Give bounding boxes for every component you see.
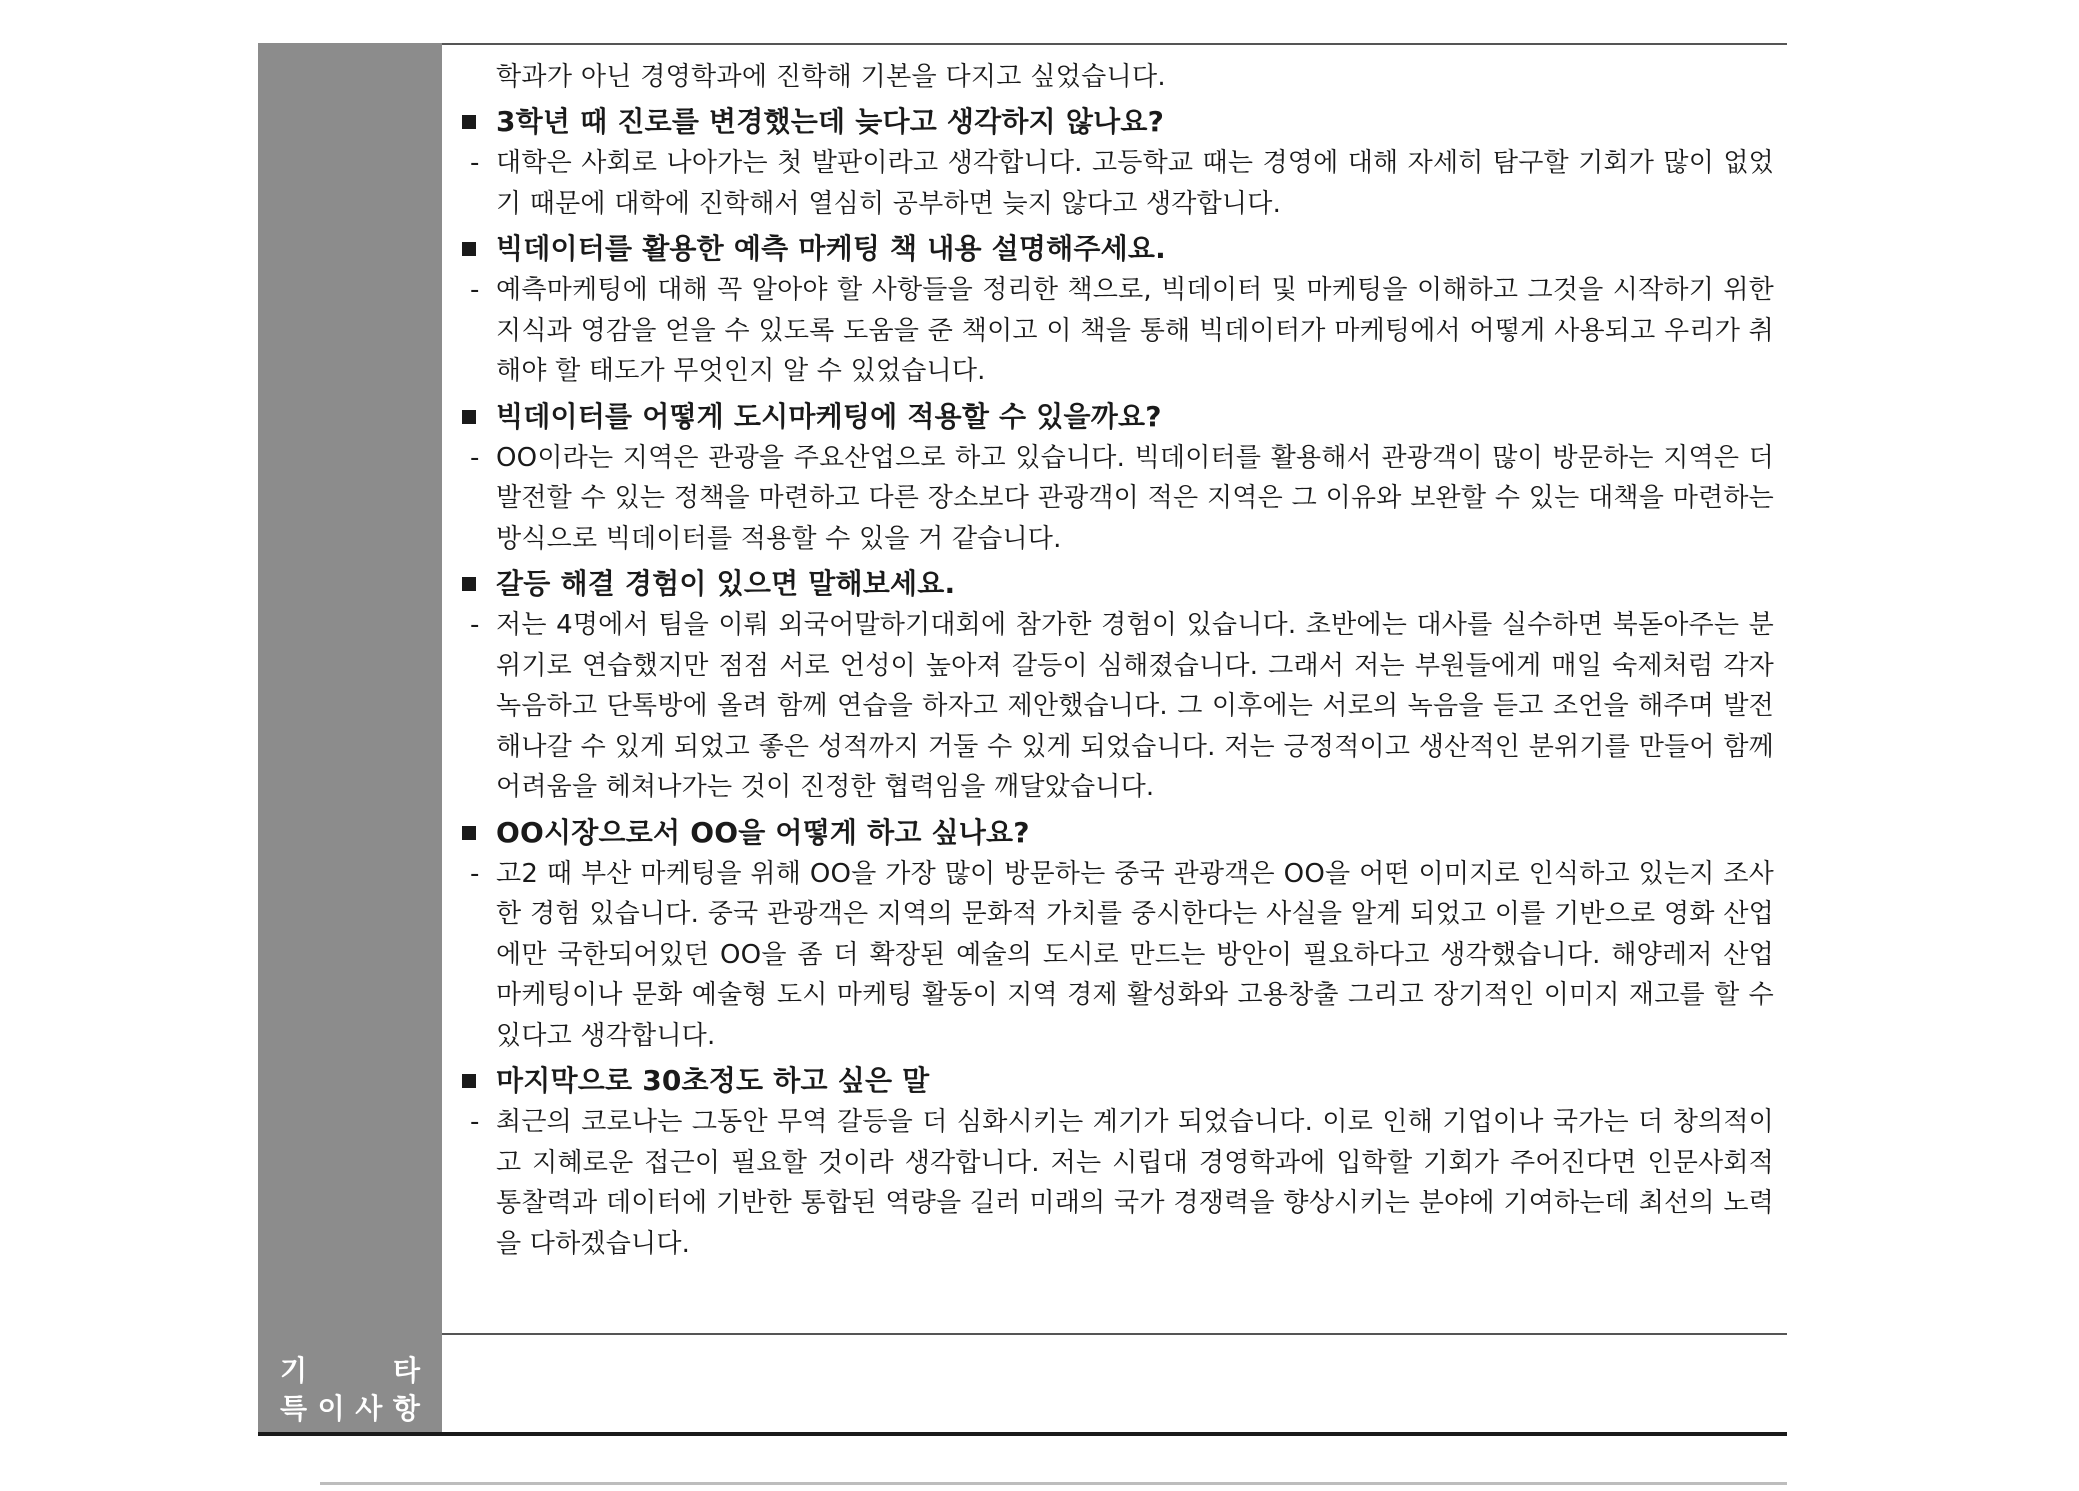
etc-label-char: 기 <box>280 1354 308 1387</box>
etc-notes-row <box>258 1335 1787 1432</box>
etc-notes-label <box>258 1335 442 1432</box>
etc-label-char: 이 <box>317 1392 345 1425</box>
answer-text: 대학은 사회로 나아가는 첫 발판이라고 생각합니다. 고등학교 때는 경영에 대해 자세히 탐구할 기회가 많이 없었기 때문에 대학에 진학해서 열심히 공부하면 늦지 않다고 생각합니다. <box>496 148 1774 219</box>
square-bullet-icon <box>462 410 476 424</box>
question <box>458 1060 1774 1102</box>
answer-text: OO이라는 지역은 관광을 주요산업으로 하고 있습니다. 빅데이터를 활용해서 관광객이 많이 방문하는 지역은 더 발전할 수 있는 정책을 마련하고 다른 장소보다 관광객이 적은 지역은 그 이유와 보완할 수 있는 대책을 마련하는 방식으로 빅데이터를 적용할 수 있을 거 같습니다. <box>496 442 1774 554</box>
interview-row <box>258 45 1787 1333</box>
dash-marker: - <box>470 442 480 473</box>
answer <box>458 605 1774 808</box>
question-text: OO시장으로서 OO을 어떻게 하고 싶나요? <box>496 815 1030 849</box>
answer-text: 최근의 코로나는 그동안 무역 갈등을 더 심화시키는 계기가 되었습니다. 이로 인해 기업이나 국가는 더 창의적이고 지혜로운 접근이 필요할 것이라 생각합니다. 저는 시립대 경영학과에 입학할 기회가 주어진다면 인문사회적 통찰력과 데이터에 기반한 통합된 역량을 길러 미래의 국가 경쟁력을 향상시키는 분야에 기여하는데 최선의 노력을 다하겠습니다. <box>496 1107 1774 1259</box>
square-bullet-icon <box>462 1074 476 1088</box>
question-text: 마지막으로 30초정도 하고 싶은 말 <box>496 1064 930 1097</box>
etc-label-char: 항 <box>392 1392 420 1425</box>
question-text: 갈등 해결 경험이 있으면 말해보세요. <box>496 567 956 600</box>
etc-label-char: 타 <box>392 1354 420 1387</box>
question <box>458 396 1774 438</box>
question <box>458 101 1774 143</box>
bottom-rule <box>258 1432 1787 1436</box>
square-bullet-icon <box>462 577 476 591</box>
answer-text: 저는 4명에서 팀을 이뤄 외국어말하기대회에 참가한 경험이 있습니다. 초반에는 대사를 실수하면 북돋아주는 분위기로 연습했지만 점점 서로 언성이 높아져 갈등이 심해졌습니다. 그래서 저는 부원들에게 매일 숙제처럼 각자 녹음하고 단톡방에 올려 함께 연습을 하자고 제안했습니다. 그 이후에는 서로의 녹음을 듣고 조언을 해주며 발전해나갈 수 있게 되었고 좋은 성적까지 거둘 수 있게 되었습니다. 저는 긍정적이고 생산적인 분위기를 만들어 함께 어려움을 헤쳐나가는 것이 진정한 협력임을 깨달았습니다. <box>496 610 1774 802</box>
etc-label-char: 특 <box>280 1392 308 1425</box>
next-page-edge <box>320 1482 1787 1485</box>
qa-item <box>458 228 1774 392</box>
question <box>458 228 1774 270</box>
question-text: 빅데이터를 활용한 예측 마케팅 책 내용 설명해주세요. <box>496 232 1166 265</box>
answer <box>458 854 1774 1057</box>
answer-text: 고2 때 부산 마케팅을 위해 OO을 가장 많이 방문하는 중국 관광객은 OO을 어떤 이미지로 인식하고 있는지 조사한 경험 있습니다. 중국 관광객은 지역의 문화적 가치를 중시한다는 사실을 알게 되었고 이를 기반으로 영화 산업에만 국한되어있던 OO을 좀 더 확장된 예술의 도시로 만드는 방안이 필요하다고 생각했습니다. 해양레저 산업 마케팅이나 문화 예술형 도시 마케팅 활동이 지역 경제 활성화와 고용창출 그리고 장기적인 이미지 재고를 할 수 있다고 생각합니다. <box>496 858 1774 1051</box>
answer <box>458 270 1774 392</box>
qa-item <box>458 563 1774 808</box>
record-sheet <box>258 43 1787 1434</box>
question-text: 빅데이터를 어떻게 도시마케팅에 적용할 수 있을까요? <box>496 399 1162 433</box>
question <box>458 812 1774 854</box>
dash-marker: - <box>470 1107 480 1137</box>
continued-answer-line: 학과가 아닌 경영학과에 진학해 기본을 다지고 싶었습니다. <box>496 62 1166 92</box>
question-text: 3학년 때 진로를 변경했는데 늦다고 생각하지 않나요? <box>496 105 1165 138</box>
square-bullet-icon <box>462 826 476 840</box>
answer <box>458 1102 1774 1264</box>
question <box>458 563 1774 605</box>
qa-item <box>458 101 1774 224</box>
etc-label-char: 사 <box>355 1392 383 1425</box>
dash-marker: - <box>470 275 480 305</box>
square-bullet-icon <box>462 115 476 129</box>
qa-item <box>458 1060 1774 1264</box>
qa-item <box>458 396 1774 560</box>
square-bullet-icon <box>462 242 476 256</box>
answer <box>458 438 1774 560</box>
answer-text: 예측마케팅에 대해 꼭 알아야 할 사항들을 정리한 책으로, 빅데이터 및 마케팅을 이해하고 그것을 시작하기 위한 지식과 영감을 얻을 수 있도록 도움을 준 책이고 이 책을 통해 빅데이터가 마케팅에서 어떻게 사용되고 우리가 취해야 할 태도가 무엇인지 알 수 있었습니다. <box>496 275 1774 386</box>
answer <box>458 143 1774 224</box>
etc-label-line1 <box>280 1349 420 1389</box>
dash-marker: - <box>470 858 480 889</box>
dash-marker: - <box>470 148 480 178</box>
dash-marker: - <box>470 610 480 640</box>
qa-item <box>458 812 1774 1057</box>
interview-content <box>458 45 1774 1266</box>
etc-label-line2 <box>280 1387 420 1427</box>
